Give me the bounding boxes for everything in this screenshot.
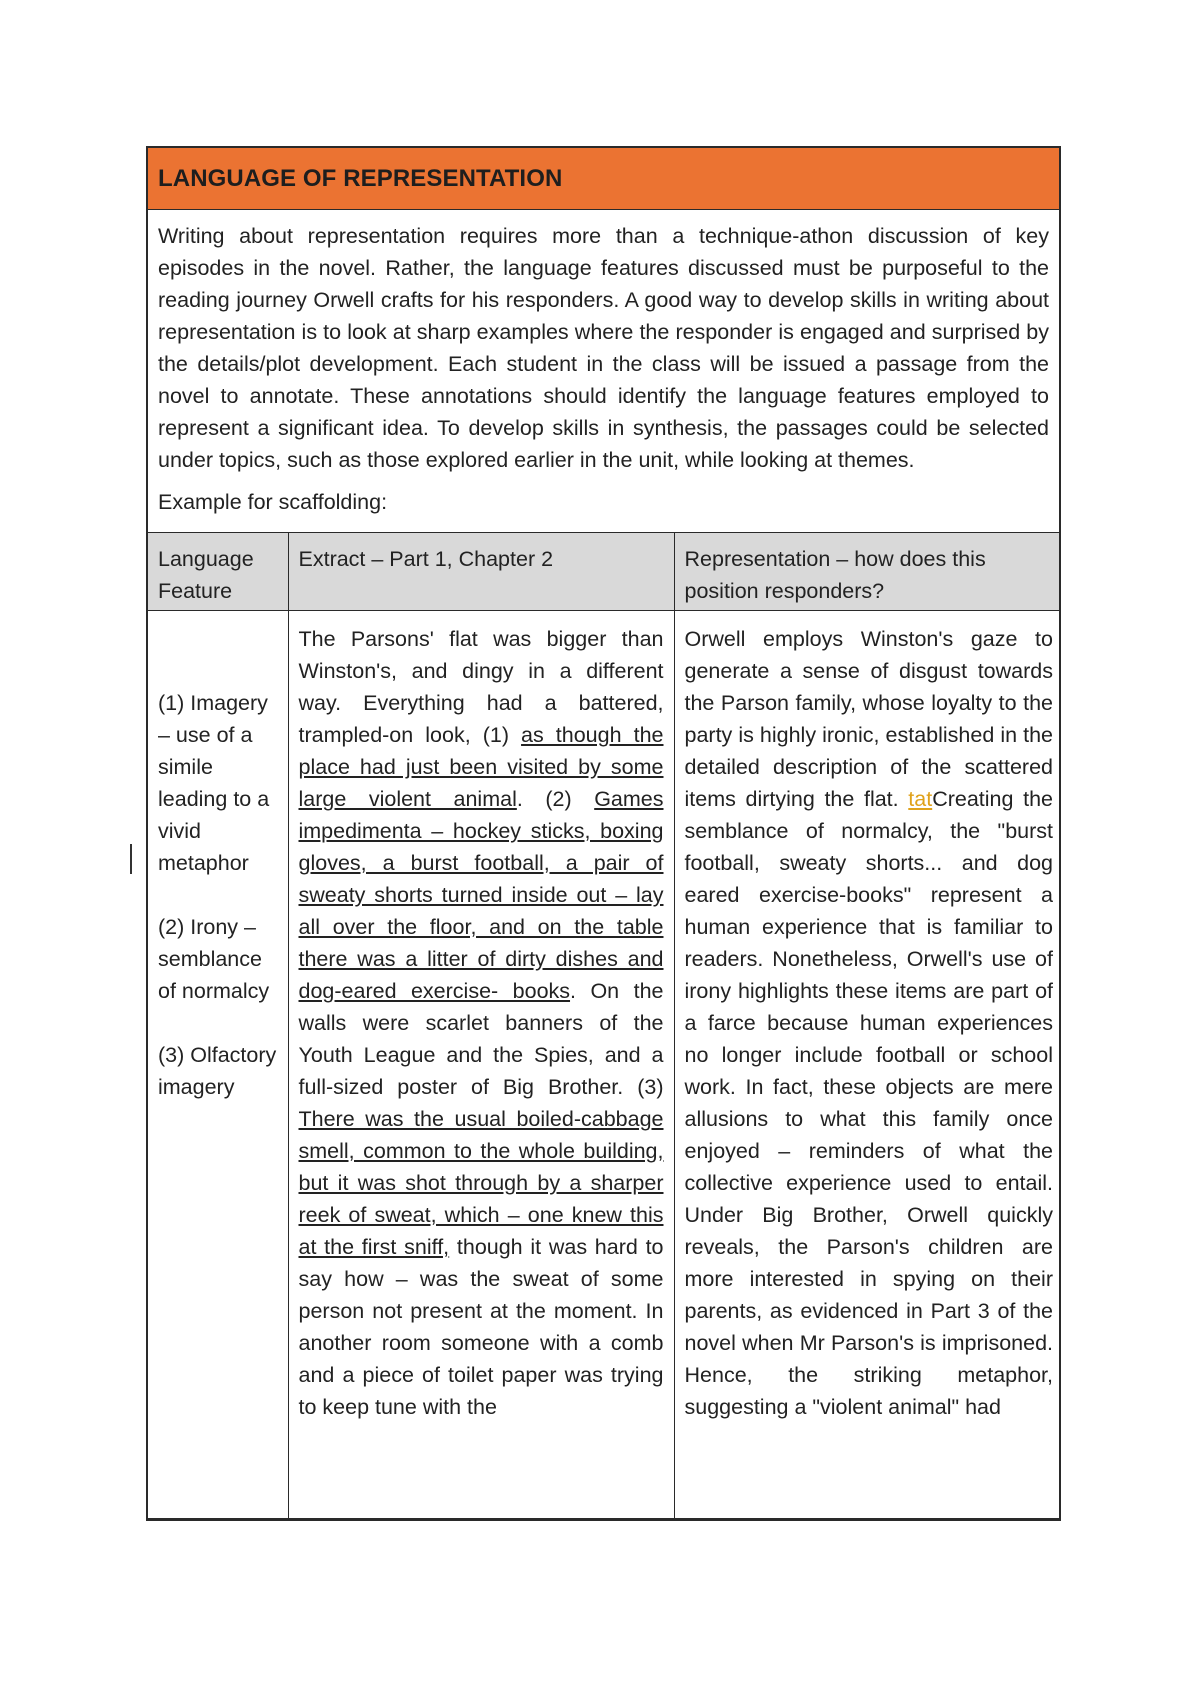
extract-text-1: The Parsons' flat was bigger than Winston's, and dingy in a different way. Everything had a battered, trampled-on look, (1) [298, 627, 664, 747]
text-cursor [130, 844, 132, 874]
tracked-change-link[interactable]: tat [908, 787, 933, 811]
intro-paragraph: Writing about representation requires more than a technique-athon discussion of key episodes in the novel. Rather, the language features discussed must be purposeful to the reading journey Orwell crafts for his responders. A good way to develop skills in writing about representation is to look at sharp examples where the responder is engaged and surprised by the details/plot development. Each student in the class will be issued a passage from the novel to annotate. These annotations should identify the language features employed to represent a significant idea. To develop skills in synthesis, the passages could be selected under topics, such as those explored earlier in the unit, while looking at themes. [158, 224, 1049, 472]
scaffold-label: Example for scaffolding: [158, 490, 388, 514]
header-representation: Representation – how does this position responders? [674, 533, 1061, 611]
representation-cell [674, 611, 1061, 1519]
representation-text-2: Creating the semblance of normalcy, the "burst football, sweaty shorts... and dog eared exercise-books" represent a human experience that is familiar to readers. Nonetheless, Orwell's use of irony highlights these items are part of a farce because human experiences no longer include football or school work. In fact, these objects are mere allusions to what this family once enjoyed – reminders of what the collective experience used to entail. Under Big Brother, Orwell quickly reveals, the Parson's children are more interested in spying on their parents, as evidenced in Part 3 of the novel when Mr Parson's is imprisoned. Hence, the striking metaphor, suggesting a "violent animal" had [684, 787, 1053, 1419]
grid-header-row [148, 533, 1061, 611]
section-heading: LANGUAGE OF REPRESENTATION [158, 164, 563, 192]
title-banner [148, 148, 1059, 210]
extract-underline-3: There was the usual boiled-cabbage smell, common to the whole building, but it was shot through by a sharper reek of sweat, which – one knew this at the first sniff, [298, 1107, 664, 1259]
extract-underline-2: Games impedimenta – hockey sticks, boxing gloves, a burst football, a pair of sweaty shorts turned inside out – lay all over the floor, and on the table there was a litter of dirty dishes and dog-eared exercise- books [298, 787, 664, 1003]
extract-text-3: . On the walls were scarlet banners of the Youth League and the Spies, and a full-sized poster of Big Brother. (3) [298, 979, 664, 1099]
extract-text-2: . (2) [516, 787, 595, 811]
feature-olfactory: (3) Olfactory imagery [158, 1043, 277, 1099]
feature-cell [148, 611, 288, 1519]
extract-underline-1: as though the place had just been visited by some large violent animal [298, 723, 664, 811]
feature-irony: (2) Irony – semblance of normalcy [158, 915, 270, 1003]
header-extract: Extract – Part 1, Chapter 2 [288, 533, 674, 611]
extract-text-4: though it was hard to say how – was the sweat of some person not present at the moment. In another room someone with a comb and a piece of toilet paper was trying to keep tune with the [298, 1235, 664, 1419]
annotation-grid [148, 532, 1061, 1519]
feature-imagery: (1) Imagery – use of a simile leading to a vivid metaphor [158, 691, 270, 875]
grid-body-row [148, 611, 1061, 1519]
header-language-feature: Language Feature [148, 533, 288, 611]
extract-cell [288, 611, 674, 1519]
representation-table [146, 146, 1061, 1521]
intro-section [148, 210, 1059, 532]
representation-text-1: Orwell employs Winston's gaze to generate a sense of disgust towards the Parson family, whose loyalty to the party is highly ironic, established in the detailed description of the scattered items dirtying the flat. [684, 627, 1053, 811]
